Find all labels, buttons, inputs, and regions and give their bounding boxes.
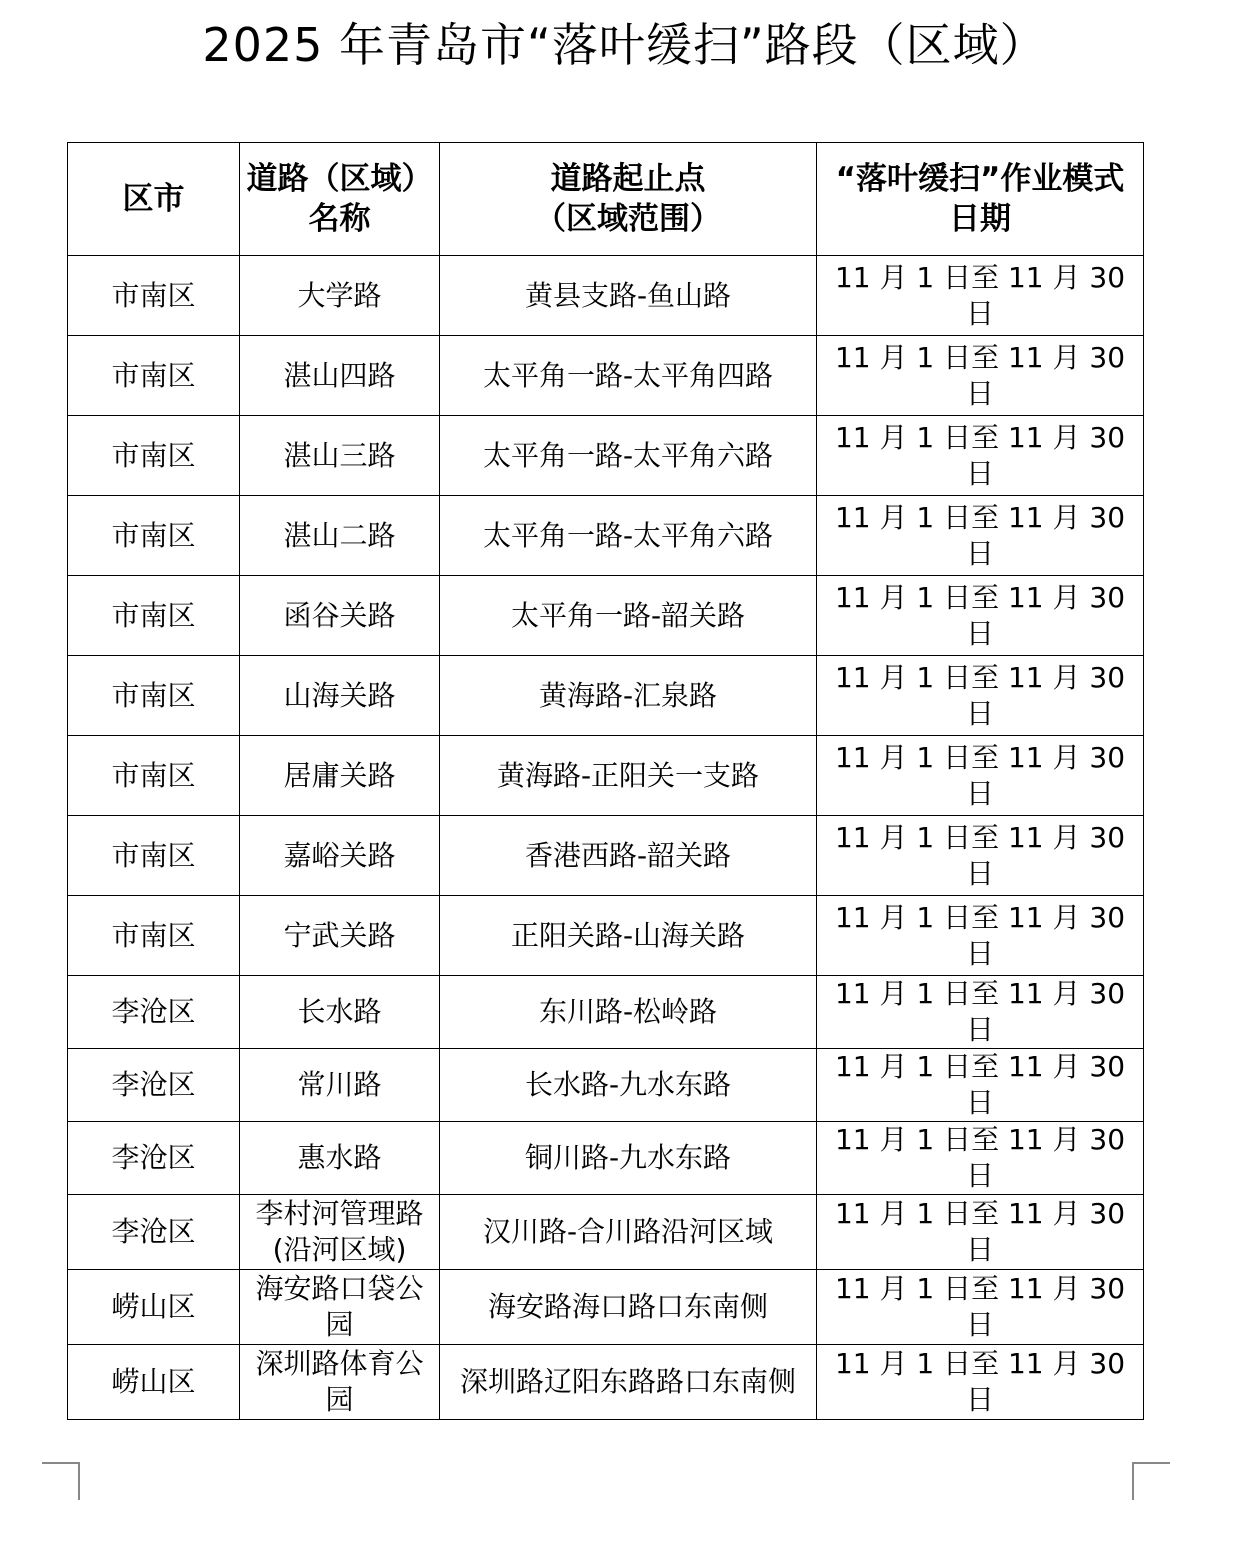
page-title: 2025 年青岛市“落叶缓扫”路段（区域） bbox=[202, 18, 1047, 72]
cell-district: 崂山区 bbox=[68, 1270, 240, 1345]
table-row bbox=[68, 336, 1144, 416]
cell-date: 11 月 1 日至 11 月 30 日 bbox=[817, 1195, 1144, 1270]
cell-road-range: 海安路海口路口东南侧 bbox=[440, 1270, 817, 1345]
cell-road-range: 太平角一路-太平角四路 bbox=[440, 336, 817, 416]
cell-road-range: 太平角一路-韶关路 bbox=[440, 576, 817, 656]
header-road-name: 道路（区域） 名称 bbox=[240, 143, 440, 256]
table-header-row bbox=[68, 143, 1144, 256]
cell-date: 11 月 1 日至 11 月 30 日 bbox=[817, 1049, 1144, 1122]
cell-road-range: 铜川路-九水东路 bbox=[440, 1122, 817, 1195]
cell-date: 11 月 1 日至 11 月 30 日 bbox=[817, 896, 1144, 976]
cell-road-name: 大学路 bbox=[240, 256, 440, 336]
cell-date: 11 月 1 日至 11 月 30 日 bbox=[817, 816, 1144, 896]
cell-district: 李沧区 bbox=[68, 976, 240, 1049]
cell-road-name: 惠水路 bbox=[240, 1122, 440, 1195]
cell-district: 李沧区 bbox=[68, 1049, 240, 1122]
cell-road-name: 嘉峪关路 bbox=[240, 816, 440, 896]
cell-district: 市南区 bbox=[68, 896, 240, 976]
header-road-range: 道路起止点 （区域范围） bbox=[440, 143, 817, 256]
cell-date: 11 月 1 日至 11 月 30 日 bbox=[817, 576, 1144, 656]
cell-road-range: 太平角一路-太平角六路 bbox=[440, 416, 817, 496]
cell-road-range: 太平角一路-太平角六路 bbox=[440, 496, 817, 576]
header-date: “落叶缓扫”作业模式 日期 bbox=[817, 143, 1144, 256]
cell-district: 市南区 bbox=[68, 656, 240, 736]
table-row bbox=[68, 736, 1144, 816]
cell-road-name: 湛山二路 bbox=[240, 496, 440, 576]
crop-mark-right bbox=[1132, 1462, 1170, 1500]
table-row bbox=[68, 1345, 1144, 1420]
cell-road-range: 黄海路-正阳关一支路 bbox=[440, 736, 817, 816]
cell-road-name: 长水路 bbox=[240, 976, 440, 1049]
cell-road-name: 李村河管理路 (沿河区域) bbox=[240, 1195, 440, 1270]
cell-date: 11 月 1 日至 11 月 30 日 bbox=[817, 1122, 1144, 1195]
cell-road-name: 湛山三路 bbox=[240, 416, 440, 496]
table-row bbox=[68, 976, 1144, 1049]
cell-road-name: 常川路 bbox=[240, 1049, 440, 1122]
cell-road-range: 香港西路-韶关路 bbox=[440, 816, 817, 896]
header-district: 区市 bbox=[68, 143, 240, 256]
cell-district: 市南区 bbox=[68, 736, 240, 816]
cell-road-range: 长水路-九水东路 bbox=[440, 1049, 817, 1122]
cell-district: 市南区 bbox=[68, 816, 240, 896]
cell-road-name: 海安路口袋公 园 bbox=[240, 1270, 440, 1345]
cell-district: 李沧区 bbox=[68, 1122, 240, 1195]
cell-road-name: 函谷关路 bbox=[240, 576, 440, 656]
crop-mark-left bbox=[42, 1462, 80, 1500]
cell-road-range: 东川路-松岭路 bbox=[440, 976, 817, 1049]
table-row bbox=[68, 1270, 1144, 1345]
cell-date: 11 月 1 日至 11 月 30 日 bbox=[817, 1345, 1144, 1420]
cell-district: 市南区 bbox=[68, 336, 240, 416]
cell-date: 11 月 1 日至 11 月 30 日 bbox=[817, 976, 1144, 1049]
cell-road-range: 汉川路-合川路沿河区域 bbox=[440, 1195, 817, 1270]
cell-road-range: 黄海路-汇泉路 bbox=[440, 656, 817, 736]
cell-road-name: 湛山四路 bbox=[240, 336, 440, 416]
cell-date: 11 月 1 日至 11 月 30 日 bbox=[817, 656, 1144, 736]
road-table bbox=[67, 142, 1144, 1420]
cell-road-name: 山海关路 bbox=[240, 656, 440, 736]
cell-date: 11 月 1 日至 11 月 30 日 bbox=[817, 736, 1144, 816]
cell-date: 11 月 1 日至 11 月 30 日 bbox=[817, 256, 1144, 336]
cell-district: 崂山区 bbox=[68, 1345, 240, 1420]
cell-district: 市南区 bbox=[68, 416, 240, 496]
cell-district: 李沧区 bbox=[68, 1195, 240, 1270]
cell-date: 11 月 1 日至 11 月 30 日 bbox=[817, 1270, 1144, 1345]
table-row bbox=[68, 1122, 1144, 1195]
table-row bbox=[68, 256, 1144, 336]
table-row bbox=[68, 416, 1144, 496]
cell-date: 11 月 1 日至 11 月 30 日 bbox=[817, 496, 1144, 576]
cell-date: 11 月 1 日至 11 月 30 日 bbox=[817, 416, 1144, 496]
table-row bbox=[68, 656, 1144, 736]
table-row bbox=[68, 1195, 1144, 1270]
table-row bbox=[68, 896, 1144, 976]
cell-road-name: 居庸关路 bbox=[240, 736, 440, 816]
table-row bbox=[68, 496, 1144, 576]
cell-road-range: 黄县支路-鱼山路 bbox=[440, 256, 817, 336]
cell-district: 市南区 bbox=[68, 576, 240, 656]
table-row bbox=[68, 576, 1144, 656]
cell-road-name: 宁武关路 bbox=[240, 896, 440, 976]
cell-road-range: 正阳关路-山海关路 bbox=[440, 896, 817, 976]
cell-date: 11 月 1 日至 11 月 30 日 bbox=[817, 336, 1144, 416]
cell-district: 市南区 bbox=[68, 256, 240, 336]
cell-road-range: 深圳路辽阳东路路口东南侧 bbox=[440, 1345, 817, 1420]
table-row bbox=[68, 816, 1144, 896]
cell-district: 市南区 bbox=[68, 496, 240, 576]
cell-road-name: 深圳路体育公 园 bbox=[240, 1345, 440, 1420]
table-row bbox=[68, 1049, 1144, 1122]
